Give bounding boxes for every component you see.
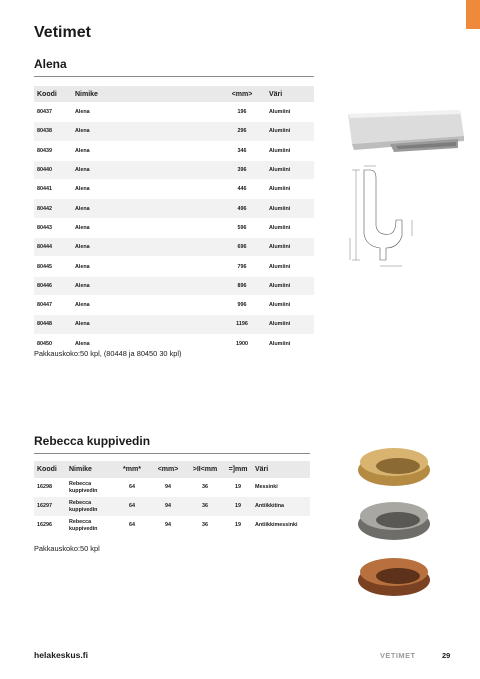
table-cell: 64 [129,522,135,529]
table-cell: Alumiini [266,160,314,179]
table-cell: Alumiini [266,103,314,122]
rebecca-table [34,461,310,535]
table-cell: Alena [72,295,218,314]
table-cell: 16297 [34,497,66,516]
table-cell: 996 [218,295,266,314]
table-cell: 80444 [34,238,72,257]
table-cell: Alena [72,238,218,257]
table-cell: Alumiini [266,315,314,334]
table-cell: 346 [218,141,266,160]
table-cell: 1196 [218,315,266,334]
table-cell: Alumiini [266,122,314,141]
col-header-vari: Väri [252,461,310,478]
col-header-koodi: Koodi [34,86,72,103]
alena-package-note: Pakkauskoko:50 kpl, (80448 ja 80450 30 kpl) [34,349,182,358]
table-cell: 1900 [218,334,266,353]
col-header-mm: <mm> [218,86,266,103]
table-cell: Alena [72,218,218,237]
footer-site: helakeskus.fi [34,650,88,660]
table-row [34,497,310,516]
table-cell: 80450 [34,334,72,353]
alena-table [34,86,314,353]
table-cell: 196 [218,103,266,122]
table-cell: 94 [150,497,186,516]
table-cell: 496 [218,199,266,218]
table-cell: 296 [218,122,266,141]
table-row [34,141,314,160]
table-cell: Alena [72,160,218,179]
table-cell: 80445 [34,257,72,276]
table-cell: Antiikkimessinki [255,522,298,529]
table-cell: 16298 [37,484,52,491]
table-cell: Rebecca kuppivedin [69,518,98,532]
table-cell: Alumiini [266,334,314,353]
col-header-koodi: Koodi [34,461,66,478]
table-row [34,478,310,497]
table-cell: 64 [129,484,135,491]
table-cell: 596 [218,218,266,237]
table-cell: 696 [218,238,266,257]
table-cell: 80438 [34,122,72,141]
rebecca-brass-image [354,440,434,490]
table-cell: 94 [165,522,171,529]
col-header-nimike: Nimike [66,461,114,478]
table-cell: 446 [218,180,266,199]
rebecca-title: Rebecca kuppivedin [34,434,151,448]
table-cell: 80440 [34,160,72,179]
alena-title: Alena [34,57,67,71]
table-row [34,218,314,237]
table-row [34,516,310,535]
table-cell: Alumiini [266,238,314,257]
table-cell: 80442 [34,199,72,218]
table-cell: Alena [72,334,218,353]
alena-product-image [340,108,466,158]
table-cell: Rebecca kuppivedin [66,497,114,516]
table-cell: 94 [165,484,171,491]
table-cell: 80437 [34,103,72,122]
table-cell: Alena [72,122,218,141]
table-row [34,103,314,122]
table-row [34,295,314,314]
col-header-width: >II<mm [186,461,224,478]
table-cell: Alumiini [266,218,314,237]
table-cell: Alumiini [266,276,314,295]
rebecca-package-note: Pakkauskoko:50 kpl [34,544,100,553]
col-header-height: =]mm [224,461,252,478]
col-header-vari: Väri [266,86,314,103]
table-cell: 19 [235,522,241,529]
table-cell: Messinki [255,484,278,491]
table-cell: 19 [235,484,241,491]
table-cell: Alena [72,103,218,122]
table-cell: 80443 [34,218,72,237]
table-cell: Alumiini [266,295,314,314]
col-header-mm: <mm> [150,461,186,478]
table-cell: Alena [72,199,218,218]
table-row [34,122,314,141]
table-cell: 80448 [34,315,72,334]
alena-divider [34,76,314,77]
table-cell: Alena [72,141,218,160]
page-number: 29 [442,651,451,660]
table-row [34,160,314,179]
table-cell: Alumiini [266,199,314,218]
table-cell: 80439 [34,141,72,160]
table-cell: 80446 [34,276,72,295]
table-row [34,276,314,295]
table-cell: 896 [218,276,266,295]
col-header-length: *mm* [114,461,150,478]
table-cell: 36 [202,522,208,529]
table-cell: Alena [72,257,218,276]
table-cell: Alena [72,180,218,199]
table-cell: 36 [186,497,224,516]
alena-header-row [34,86,314,103]
table-row [34,315,314,334]
table-cell: 80447 [34,295,72,314]
col-header-nimike: Nimike [72,86,218,103]
rebecca-antique-tin-image [354,494,434,544]
table-cell: 36 [202,484,208,491]
table-cell: Alena [72,276,218,295]
rebecca-divider [34,453,310,454]
rebecca-header-row [34,461,310,478]
page-title: Vetimet [34,24,91,41]
section-tab [466,0,480,29]
table-cell: 64 [114,497,150,516]
table-row [34,238,314,257]
table-cell: Rebecca kuppivedin [69,480,98,494]
table-cell: 396 [218,160,266,179]
rebecca-antique-brass-image [354,548,434,600]
table-cell: Alumiini [266,141,314,160]
table-cell: 80441 [34,180,72,199]
alena-profile-drawing [336,164,436,276]
table-row [34,257,314,276]
table-cell: 796 [218,257,266,276]
table-cell: Alena [72,315,218,334]
table-row [34,199,314,218]
table-cell: 16296 [37,522,52,529]
table-cell: Alumiini [266,180,314,199]
table-cell: 19 [224,497,252,516]
table-cell: Antiikkitina [252,497,310,516]
table-row [34,180,314,199]
footer-section: VETIMET [380,651,416,660]
table-cell: Alumiini [266,257,314,276]
